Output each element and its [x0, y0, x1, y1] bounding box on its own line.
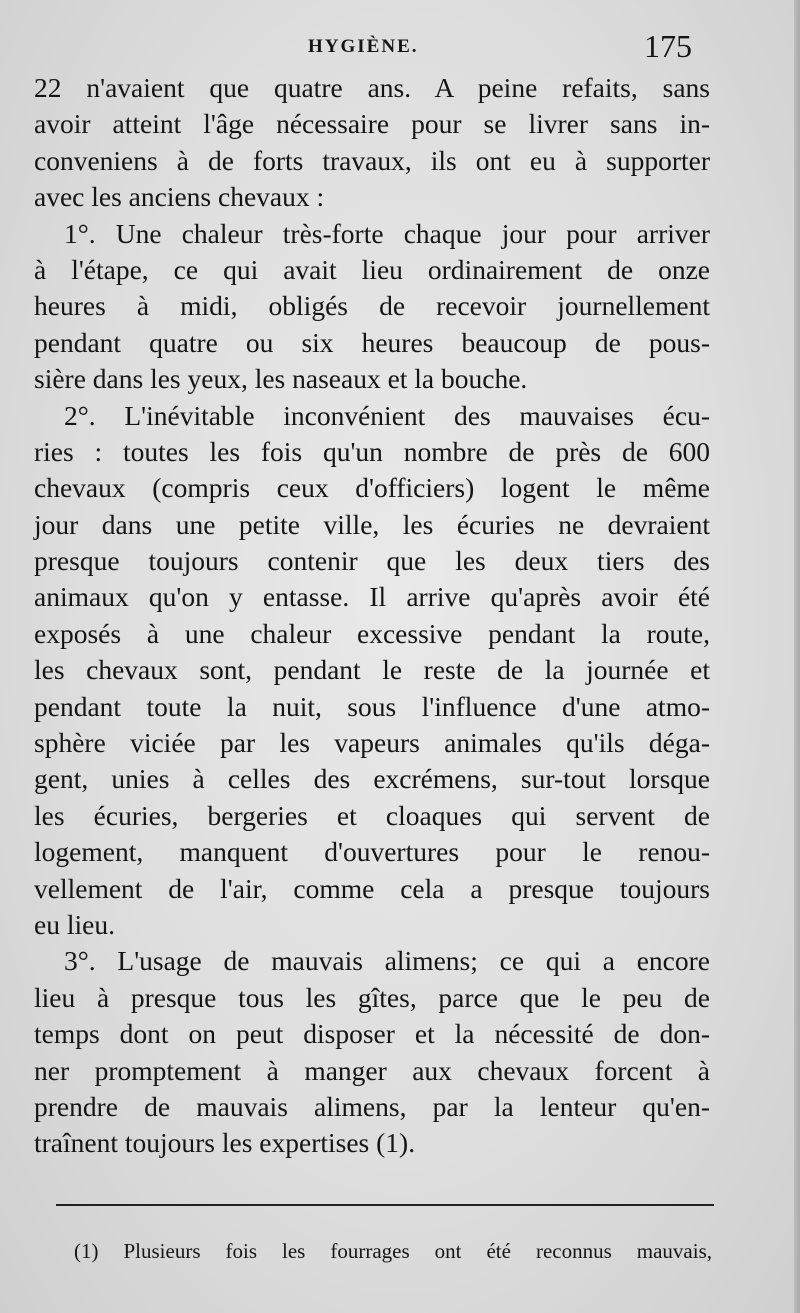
text-line: heures à midi, obligés de recevoir journellement: [34, 290, 710, 322]
page-number: 175: [644, 28, 692, 64]
text-line: prendre de mauvais alimens, par la lenteur qu'en-: [34, 1090, 710, 1122]
text-line: logement, manquent d'ouvertures pour le renou-: [34, 836, 710, 868]
text-line: eu lieu.: [34, 908, 115, 940]
text-line: lieu à presque tous les gîtes, parce que le peu de: [34, 981, 710, 1013]
text-line: 2°. L'inévitable inconvénient des mauvaises écu-: [64, 399, 710, 431]
text-line: 1°. Une chaleur très-forte chaque jour pour arriver: [64, 217, 710, 249]
text-line: presque toujours contenir que les deux tiers des: [34, 545, 710, 577]
text-line: exposés à une chaleur excessive pendant la route,: [34, 617, 710, 649]
footnote: (1) Plusieurs fois les fourrages ont été reconnus mauvais,: [74, 1239, 712, 1263]
text-line: vellement de l'air, comme cela a presque toujours: [34, 872, 710, 904]
text-line: pendant toute la nuit, sous l'influence d'une atmo-: [34, 690, 710, 722]
text-line: les écuries, bergeries et cloaques qui servent de: [34, 799, 710, 831]
body-text: [34, 70, 710, 1162]
text-line: sphère viciée par les vapeurs animales qu'ils déga-: [34, 727, 710, 759]
text-line: 22 n'avaient que quatre ans. A peine refaits, sans: [34, 72, 710, 103]
text-line: gent, unies à celles des excrémens, sur-tout lorsque: [34, 763, 710, 795]
text-line: 3°. L'usage de mauvais alimens; ce qui a encore: [64, 945, 710, 977]
text-line: ner promptement à manger aux chevaux forcent à: [34, 1054, 710, 1086]
text-line: conveniens à de forts travaux, ils ont eu à supporter: [34, 144, 710, 176]
text-line: animaux qu'on y entasse. Il arrive qu'après avoir été: [34, 581, 710, 613]
text-line: ries : toutes les fois qu'un nombre de près de 600: [34, 435, 710, 467]
text-line: pendant quatre ou six heures beaucoup de pous-: [34, 326, 710, 358]
text-line: jour dans une petite ville, les écuries ne devraient: [34, 508, 710, 540]
text-line: avec les anciens chevaux :: [34, 181, 325, 213]
text-line: temps dont on peut disposer et la nécessité de don-: [34, 1018, 710, 1050]
text-line: les chevaux sont, pendant le reste de la journée et: [34, 654, 710, 686]
text-line: sière dans les yeux, les naseaux et la bouche.: [34, 363, 528, 395]
page-header: [36, 26, 700, 70]
text-line: traînent toujours les expertises (1).: [34, 1127, 416, 1159]
text-line: avoir atteint l'âge nécessaire pour se livrer sans in-: [34, 108, 710, 140]
text-line: à l'étape, ce qui avait lieu ordinairement de onze: [34, 253, 710, 285]
footnote-rule: [56, 1204, 714, 1206]
running-title: HYGIÈNE.: [308, 36, 419, 57]
page-edge: [794, 0, 800, 1313]
text-line: chevaux (compris ceux d'officiers) logent le même: [34, 472, 710, 504]
